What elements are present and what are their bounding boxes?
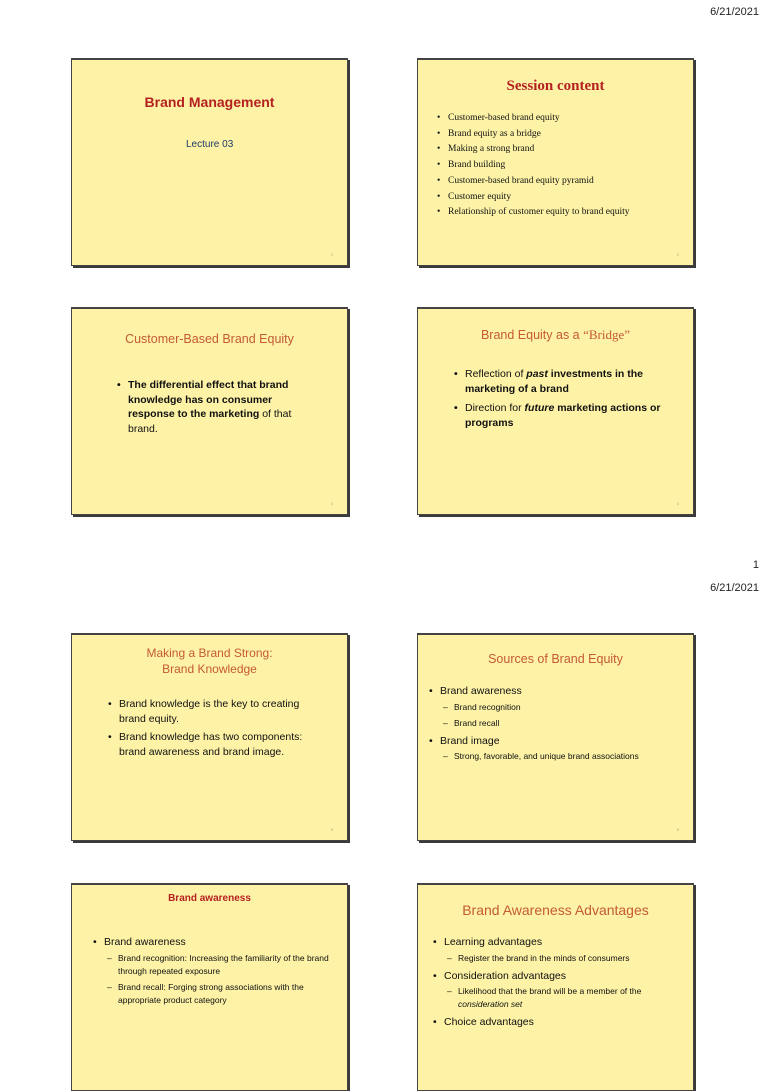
list-subitem: – Brand recognition: Increasing the familiarity of the brand through repeated exposure bbox=[92, 952, 337, 978]
page-date: 6/21/2021 bbox=[710, 582, 759, 594]
list-item: • Brand awareness bbox=[428, 684, 686, 699]
list-subitem bbox=[432, 985, 690, 1011]
slide-7 bbox=[71, 883, 348, 1091]
slide-number: 5 bbox=[330, 827, 333, 832]
slide-number: 6 bbox=[676, 827, 679, 832]
list-item bbox=[453, 367, 685, 396]
list-item: • Brand building bbox=[436, 158, 683, 174]
list-item: • Customer equity bbox=[436, 190, 683, 206]
bullet-list bbox=[432, 935, 690, 1030]
slide-title bbox=[72, 645, 347, 677]
bullet-text: Direction for bbox=[465, 402, 525, 414]
list-item: • Customer-based brand equity bbox=[436, 111, 683, 127]
list-item: • Making a strong brand bbox=[436, 142, 683, 158]
list-item bbox=[453, 401, 685, 430]
slide-3 bbox=[71, 307, 348, 515]
bullet-normal-text: of that brand bbox=[128, 408, 292, 435]
bullet-list bbox=[116, 378, 312, 436]
bullet-text: investments in the marketing of a brand bbox=[465, 368, 643, 395]
slide-title bbox=[418, 327, 693, 343]
subitem-emphasis: consideration set bbox=[458, 999, 523, 1009]
list-item: • Brand awareness bbox=[92, 935, 337, 950]
bullet-end: . bbox=[154, 422, 158, 435]
page-number: 1 bbox=[752, 559, 759, 571]
list-item: • Learning advantages bbox=[432, 935, 690, 950]
slide-number: 4 bbox=[676, 501, 679, 506]
page-date: 6/21/2021 bbox=[710, 6, 759, 18]
title-line: Making a Brand Strong: bbox=[146, 646, 273, 660]
list-item bbox=[116, 378, 312, 436]
list-item: • Brand knowledge is the key to creating brand equity. bbox=[107, 697, 327, 726]
subitem-text: Likelihood that the brand will be a member of the bbox=[458, 986, 642, 996]
slide-5 bbox=[71, 633, 348, 841]
title-line: Brand Knowledge bbox=[162, 662, 257, 676]
slide-title: Brand Management bbox=[144, 94, 275, 110]
slide-number: 2 bbox=[676, 252, 679, 257]
bullet-bold-text: The differential effect that brand knowledge has on consumer response to the marketing bbox=[128, 379, 289, 420]
list-item: • Brand equity as a bridge bbox=[436, 127, 683, 143]
bullet-list bbox=[428, 684, 686, 763]
slide-title: Session content bbox=[506, 78, 605, 94]
slide-4 bbox=[417, 307, 694, 515]
title-quoted: “Bridge” bbox=[583, 327, 631, 342]
slide-title: Sources of Brand Equity bbox=[488, 652, 623, 666]
list-item: • Consideration advantages bbox=[432, 969, 690, 984]
bullet-list bbox=[92, 935, 337, 1007]
list-subitem: – Brand recall bbox=[428, 717, 686, 730]
bullet-list bbox=[436, 111, 683, 221]
list-item: • Brand knowledge has two components: brand awareness and brand image. bbox=[107, 730, 327, 759]
slide-2 bbox=[417, 58, 694, 266]
list-item: • Choice advantages bbox=[432, 1015, 690, 1030]
slide-subtitle: Lecture 03 bbox=[186, 139, 234, 150]
list-item: • Brand image bbox=[428, 734, 686, 749]
bullet-text: marketing actions or programs bbox=[465, 402, 661, 429]
slide-title: Brand awareness bbox=[168, 893, 251, 904]
bullet-emphasis: future bbox=[524, 402, 555, 414]
bullet-list bbox=[107, 697, 327, 759]
bullet-list bbox=[453, 367, 685, 430]
slide-title: Brand Awareness Advantages bbox=[462, 902, 649, 918]
list-subitem: – Register the brand in the minds of consumers bbox=[432, 952, 690, 965]
slide-1 bbox=[71, 58, 348, 266]
list-subitem: – Brand recall: Forging strong associations with the appropriate product category bbox=[92, 981, 337, 1007]
slide-number: 1 bbox=[330, 252, 333, 257]
slide-number: 3 bbox=[330, 501, 333, 506]
bullet-emphasis: past bbox=[526, 368, 548, 380]
bullet-text: Reflection of bbox=[465, 368, 527, 380]
slide-6 bbox=[417, 633, 694, 841]
list-subitem: – Strong, favorable, and unique brand associations bbox=[428, 750, 686, 763]
slide-title: Customer-Based Brand Equity bbox=[125, 332, 294, 346]
title-text: Brand Equity as a bbox=[480, 328, 580, 342]
list-subitem: – Brand recognition bbox=[428, 701, 686, 714]
list-item: • Customer-based brand equity pyramid bbox=[436, 174, 683, 190]
list-item: • Relationship of customer equity to brand equity bbox=[436, 205, 683, 221]
slide-8 bbox=[417, 883, 694, 1091]
